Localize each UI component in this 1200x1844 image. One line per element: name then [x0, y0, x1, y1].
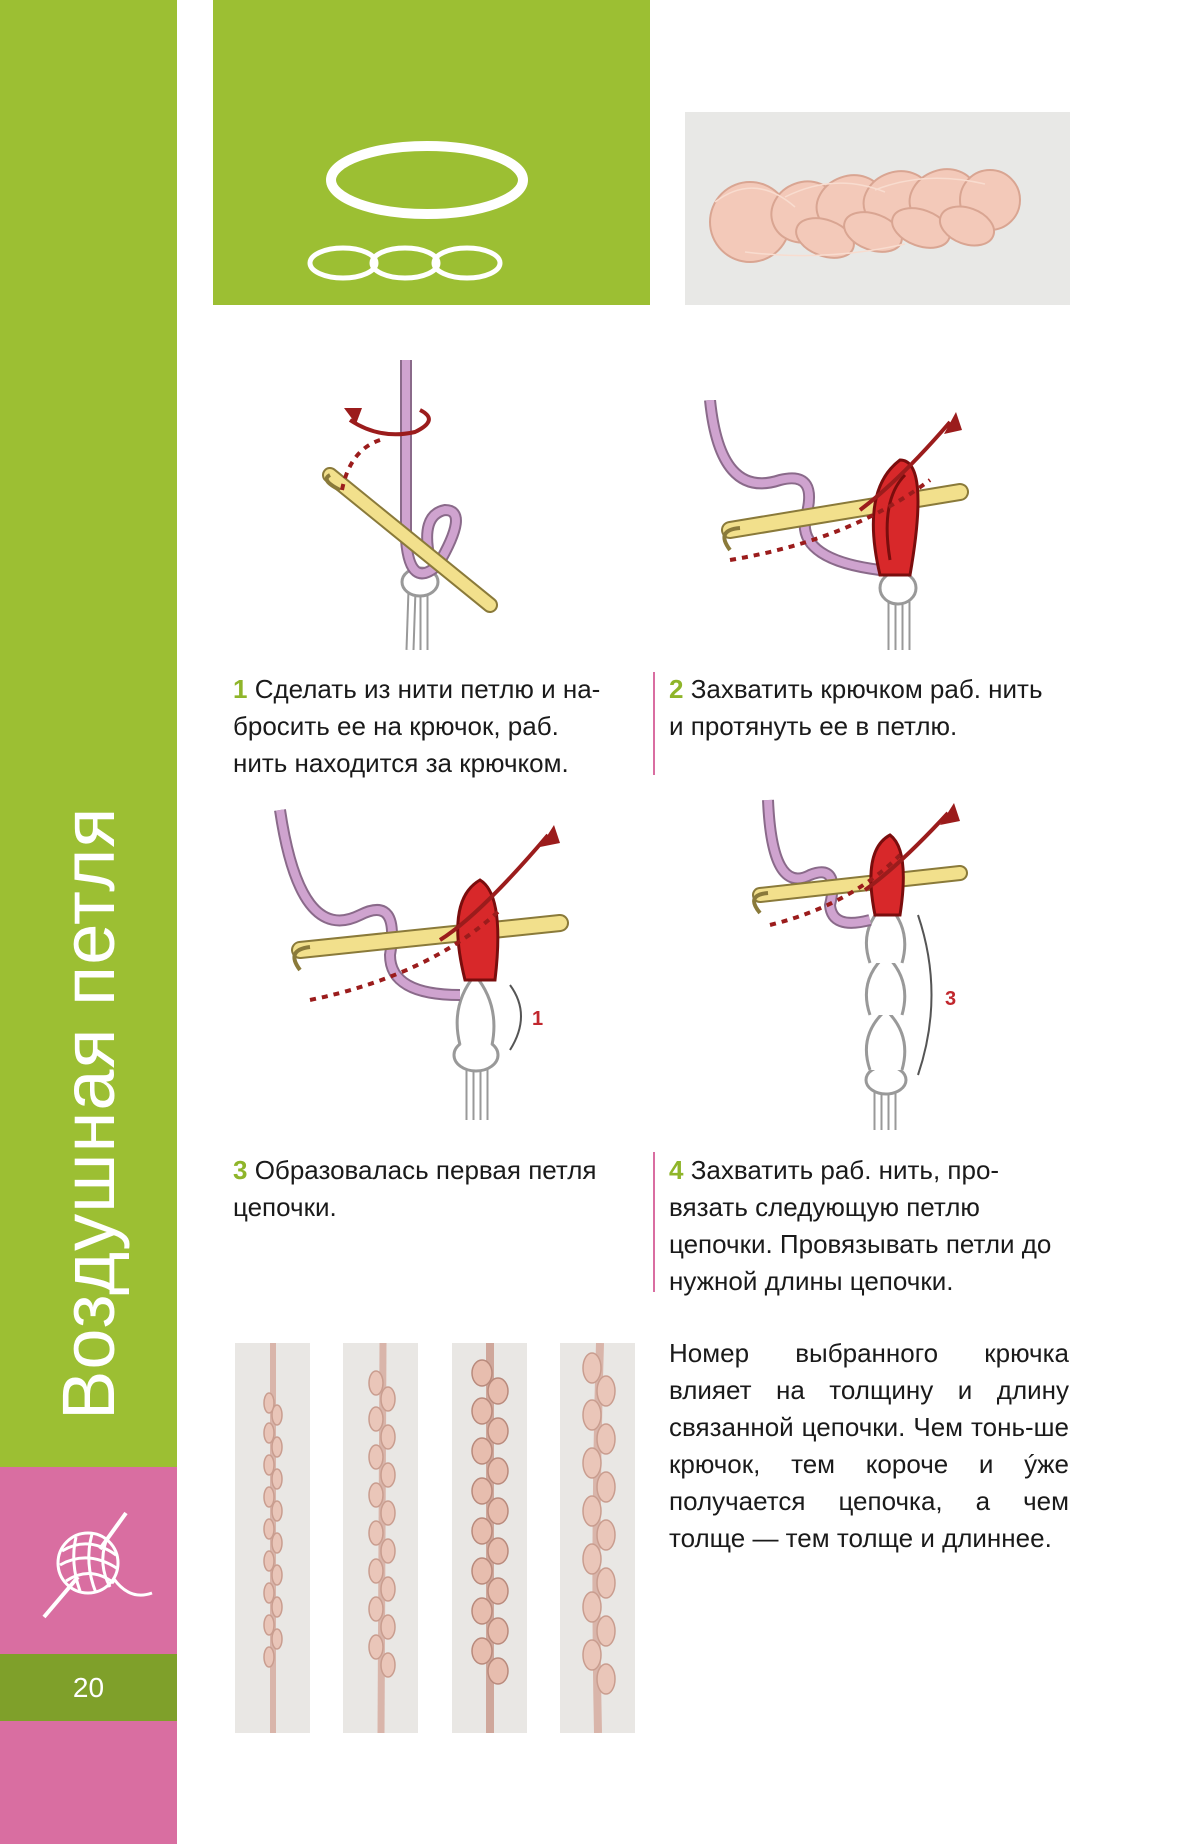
step4-loops-label: 3 — [945, 988, 957, 1010]
step1-caption — [233, 671, 623, 782]
step3-diagram — [270, 805, 590, 1120]
step2-diagram — [700, 400, 1020, 650]
hook-size-note: Номер выбранного крючка влияет на толщину и длину связанной цепочки. Чем тонь-ше крючок, тем короче и ýже получается цепочка, а чем толще — тем толще и длиннее. — [669, 1338, 1069, 1553]
chain-stitch-symbol-icon — [213, 0, 650, 305]
caption-divider — [653, 1152, 655, 1292]
chain-stitch-photo — [685, 112, 1070, 305]
section-title: Воздушная петля — [47, 806, 130, 1420]
chain-photo-thin — [235, 1343, 310, 1733]
sidebar — [0, 0, 177, 1844]
step3-caption — [233, 1152, 623, 1226]
step3-text: Образовалась первая петля цепочки. — [233, 1155, 597, 1222]
step1-diagram — [320, 360, 520, 650]
step3-number: 3 — [233, 1155, 248, 1185]
chain-photo-thickest — [560, 1343, 635, 1733]
step1-text: Сделать из нити петлю и на- бросить ее на крючок, раб. нить находится за крючком. — [233, 674, 601, 778]
step1-number: 1 — [233, 674, 248, 704]
chain-symbol-block — [213, 0, 650, 305]
page-number-band — [0, 1654, 177, 1721]
yarn-ball-hook-icon — [40, 1505, 160, 1625]
step4-diagram — [740, 795, 990, 1130]
step3-loop-label: 1 — [532, 1008, 544, 1030]
chain-photo-thick — [452, 1343, 527, 1733]
caption-divider — [653, 672, 655, 775]
page-number: 20 — [72, 1672, 105, 1703]
step2-caption — [669, 671, 1089, 745]
step2-number: 2 — [669, 674, 684, 704]
step2-text: Захватить крючком раб. нить и протянуть ее в петлю. — [669, 674, 1043, 741]
chain-photo-medium — [343, 1343, 418, 1733]
step4-caption — [669, 1152, 1089, 1300]
step4-text: Захватить раб. нить, про- вязать следующую петлю цепочки. Провязывать петли до нужной длины цепочки. — [669, 1155, 1052, 1296]
step4-number: 4 — [669, 1155, 684, 1185]
